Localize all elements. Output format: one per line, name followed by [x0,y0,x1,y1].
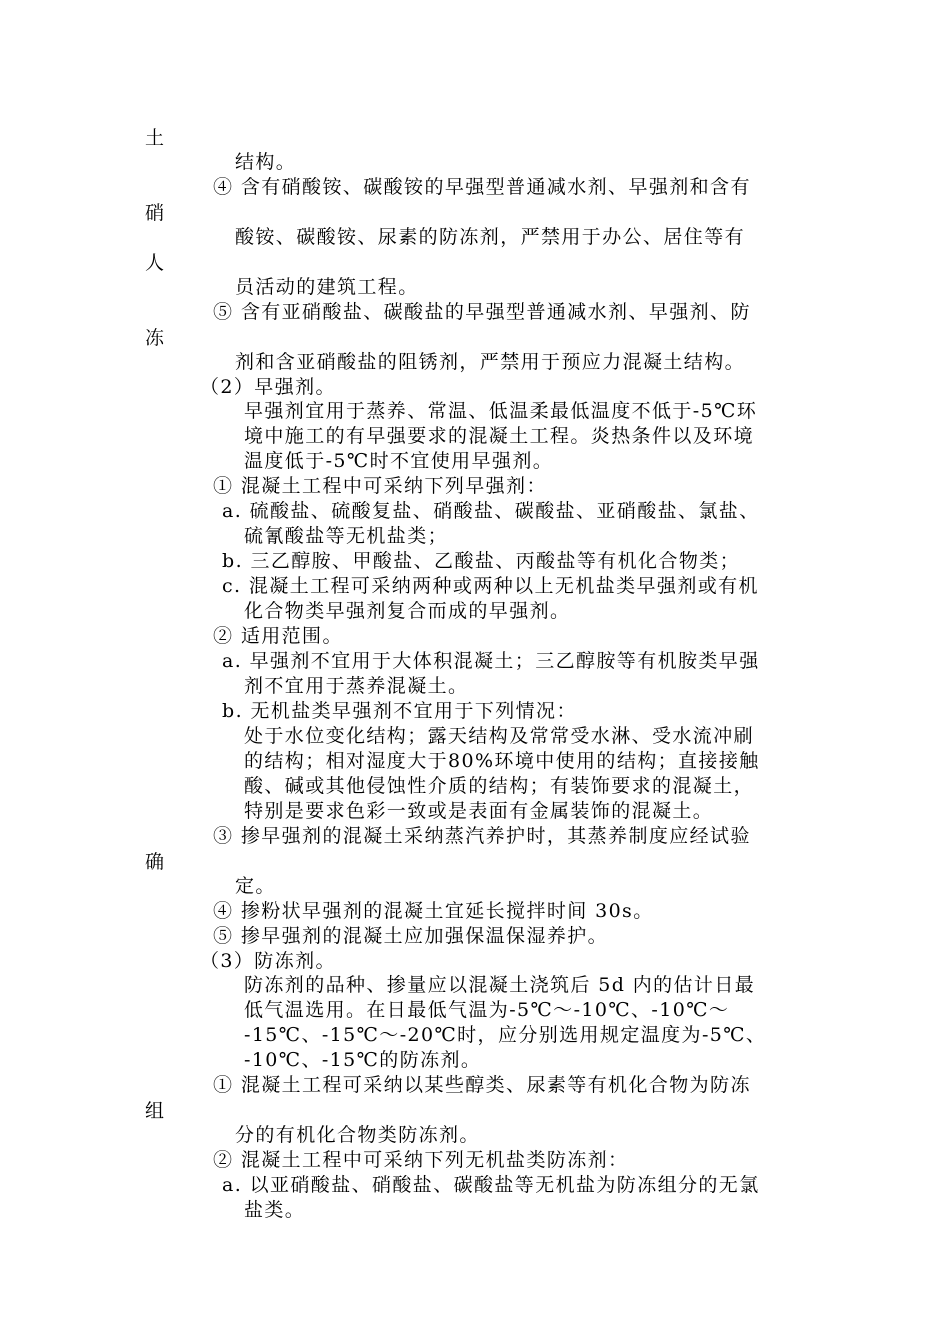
list-item: a. 早强剂不宜用于大体积混凝土；三乙醇胺等有机胺类早强 [222,650,760,672]
list-item: ⑤ 掺早强剂的混凝土应加强保温保湿养护。 [213,925,609,947]
text-line: 防冻剂的品种、掺量应以混凝土浇筑后 5d 内的估计日最 [244,974,756,996]
section-heading: （3）防冻剂。 [200,950,336,972]
text-line: 化合物类早强剂复合而成的早强剂。 [244,600,571,622]
text-line: 的结构；相对湿度大于80%环境中使用的结构；直接接触 [244,750,760,772]
text-line: 剂不宜用于蒸养混凝土。 [244,675,469,697]
text-line: 结构。 [235,151,297,173]
text-line: 人 [145,252,166,274]
text-line: 土 [145,127,166,149]
text-line: 确 [145,851,166,873]
list-item: a. 硫酸盐、硫酸复盐、硝酸盐、碳酸盐、亚硝酸盐、氯盐、 [222,500,760,522]
text-line: 硝 [145,202,166,224]
list-item: ③ 掺早强剂的混凝土采纳蒸汽养护时，其蒸养制度应经试验 [213,825,751,847]
text-line: 硫氰酸盐等无机盐类； [244,525,449,547]
text-line: 境中施工的有早强要求的混凝土工程。炎热条件以及环境 [244,425,755,447]
list-item: ② 适用范围。 [213,625,343,647]
text-line: 酸、碱或其他侵蚀性介质的结构；有装饰要求的混凝土， [244,775,755,797]
text-line: 盐类。 [244,1199,306,1221]
list-item: c. 混凝土工程可采纳两种或两种以上无机盐类早强剂或有机 [222,575,759,597]
text-line: 分的有机化合物类防冻剂。 [235,1124,480,1146]
list-item: ④ 掺粉状早强剂的混凝土宜延长搅拌时间 30s。 [213,900,654,922]
list-item: a. 以亚硝酸盐、硝酸盐、碳酸盐等无机盐为防冻组分的无氯 [222,1174,760,1196]
list-item: b. 无机盐类早强剂不宜用于下列情况： [222,700,577,722]
text-line: 定。 [235,875,276,897]
text-line: 低气温选用。在日最低气温为-5℃～-10℃、-10℃～ [244,999,730,1021]
text-line: 早强剂宜用于蒸养、常温、低温柔最低温度不低于-5℃环 [244,400,758,422]
section-heading: （2）早强剂。 [200,376,336,398]
text-line: 组 [145,1100,166,1122]
text-line: 员活动的建筑工程。 [235,276,419,298]
text-line: 处于水位变化结构；露天结构及常常受水淋、受水流冲刷 [244,725,755,747]
list-item: ④ 含有硝酸铵、碳酸铵的早强型普通减水剂、早强剂和含有 [213,176,751,198]
text-line: 剂和含亚硝酸盐的阻锈剂，严禁用于预应力混凝土结构。 [235,351,746,373]
text-line: -10℃、-15℃的防冻剂。 [244,1049,482,1071]
list-item: ① 混凝土工程可采纳以某些醇类、尿素等有机化合物为防冻 [213,1074,751,1096]
list-item: b. 三乙醇胺、甲酸盐、乙酸盐、丙酸盐等有机化合物类； [222,550,741,572]
list-item: ② 混凝土工程中可采纳下列无机盐类防冻剂： [213,1149,629,1171]
text-line: 冻 [145,327,166,349]
list-item: ① 混凝土工程中可采纳下列早强剂： [213,475,547,497]
list-item: ⑤ 含有亚硝酸盐、碳酸盐的早强型普通减水剂、早强剂、防 [213,301,751,323]
text-line: 温度低于-5℃时不宜使用早强剂。 [244,450,554,472]
text-line: -15℃、-15℃～-20℃时，应分别选用规定温度为-5℃、 [244,1024,767,1046]
text-line: 酸铵、碳酸铵、尿素的防冻剂，严禁用于办公、居住等有 [235,226,746,248]
text-line: 特别是要求色彩一致或是表面有金属装饰的混凝土。 [244,800,714,822]
